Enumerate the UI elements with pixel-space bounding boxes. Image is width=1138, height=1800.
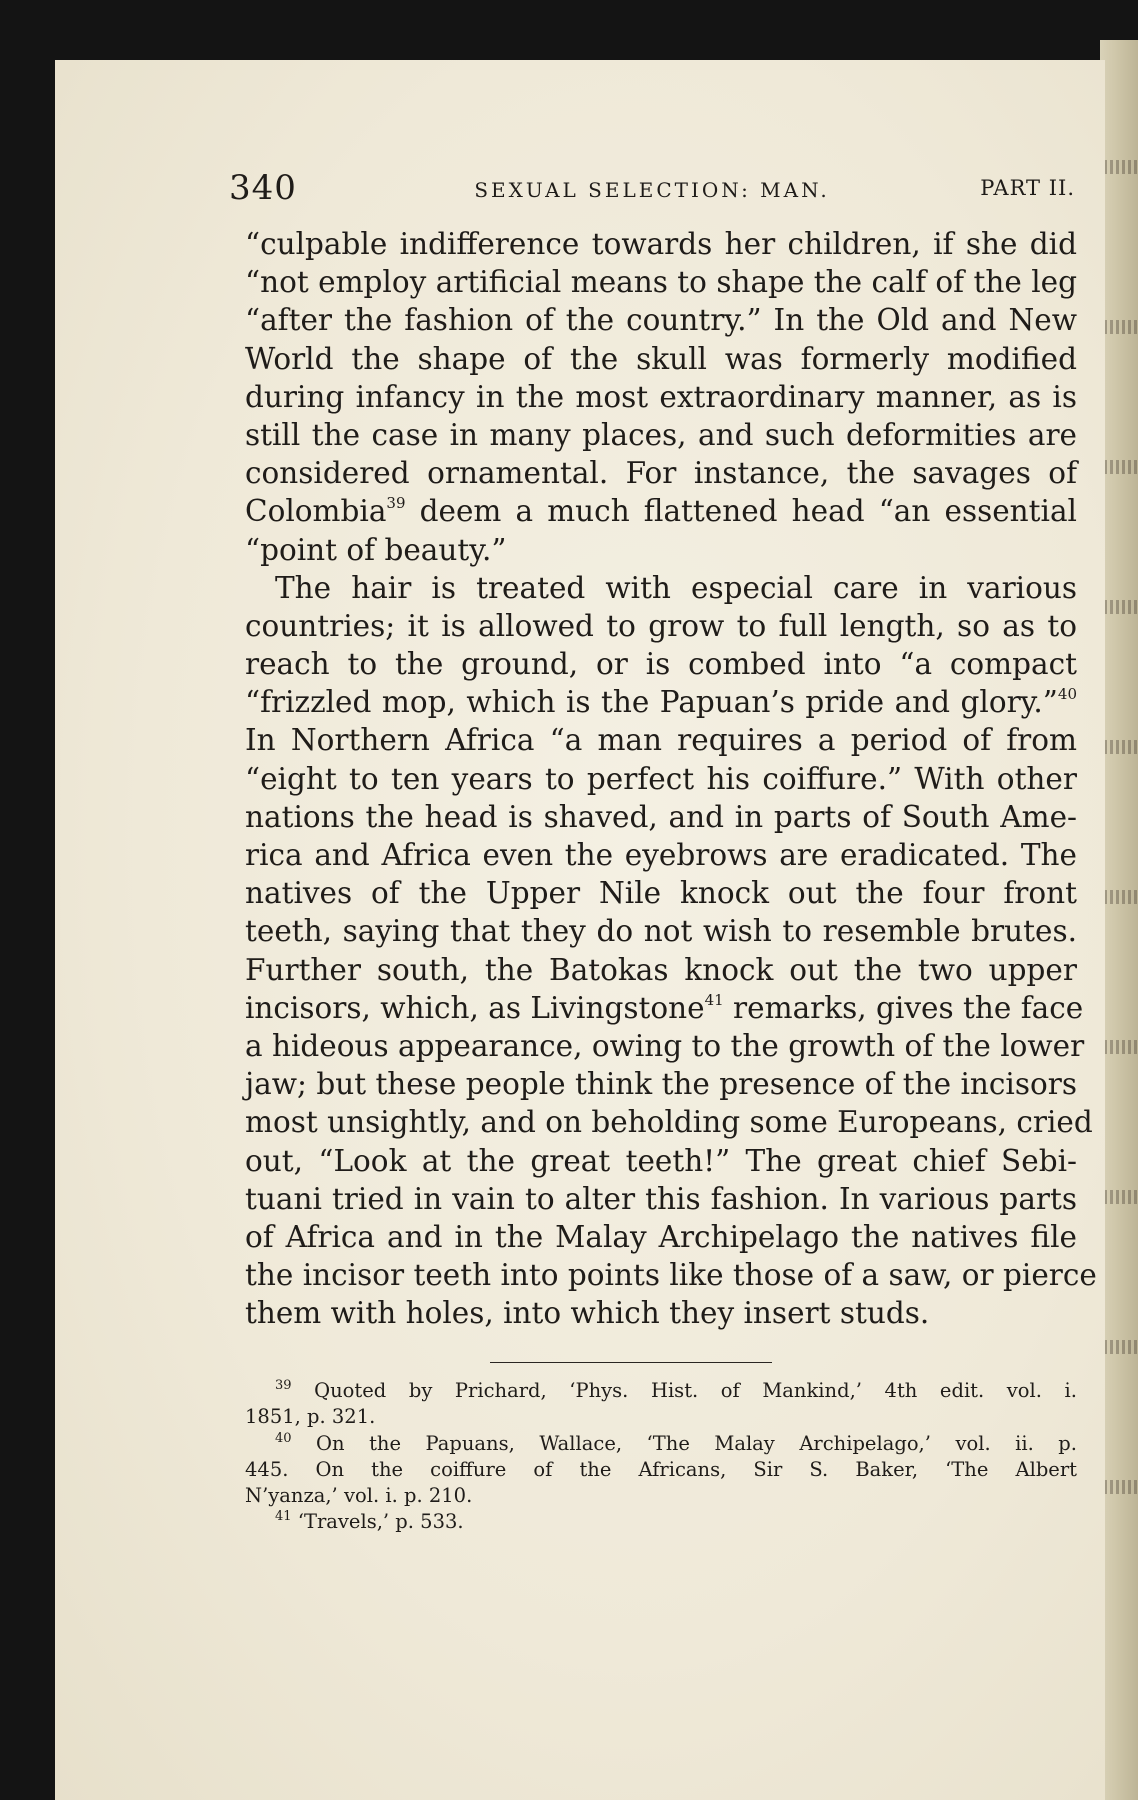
footnote-text: Quoted by Prichard, ‘Phys. Hist. of Mankind,’ 4th edit. vol. i. (291, 1379, 1077, 1402)
text-line (245, 1256, 1097, 1294)
footnote-rule (490, 1362, 772, 1363)
body-text (245, 225, 1097, 1332)
line-text: “after the fashion of the country.” In the Old and New (245, 303, 1077, 338)
text-line (245, 225, 1077, 263)
line-text: Colombia (245, 494, 387, 529)
line-text: of Africa and in the Malay Archipelago the natives file (245, 1219, 1077, 1254)
part-label: PART II. (980, 176, 1075, 200)
footnote-line (245, 1431, 1077, 1457)
line-text: “eight to ten years to perfect his coiffure.” With other (245, 761, 1077, 796)
text-line (245, 340, 1077, 378)
text-line (245, 1142, 1077, 1180)
text-line (245, 492, 1077, 530)
line-text: jaw; but these people think the presence of the incisors (245, 1067, 1077, 1102)
page-number: 340 (229, 168, 297, 208)
footnote-number: 41 (275, 1509, 292, 1525)
text-line (245, 989, 1084, 1027)
text-line (245, 798, 1077, 836)
line-text: The hair is treated with especial care in various (275, 570, 1077, 605)
line-text: natives of the Upper Nile knock out the four front (245, 876, 1077, 911)
text-line (245, 1294, 1077, 1332)
line-text: “not employ artificial means to shape the calf of the leg (245, 265, 1077, 300)
line-text: the incisor teeth into points like those of a saw, or pierce (245, 1258, 1097, 1293)
running-title: SEXUAL SELECTION: MAN. (474, 178, 830, 202)
line-text: tuani tried in vain to alter this fashion. In various parts (245, 1181, 1077, 1216)
footnote-line (245, 1378, 1077, 1404)
line-text: countries; it is allowed to grow to full length, so as to (245, 608, 1077, 643)
line-text: most unsightly, and on beholding some Europeans, cried (245, 1105, 1093, 1140)
text-line (245, 1103, 1093, 1141)
text-line (245, 683, 1077, 721)
line-text: rica and Africa even the eyebrows are eradicated. The (245, 838, 1077, 872)
footnote-number: 39 (275, 1378, 292, 1393)
footnote-line (245, 1483, 1077, 1509)
ghost-text (1104, 160, 1138, 174)
book-page (55, 60, 1105, 1800)
footnote-number: 40 (275, 1430, 292, 1446)
line-text: remarks, gives the face (723, 990, 1084, 1025)
text-line (245, 760, 1077, 798)
text-line (245, 951, 1077, 989)
text-line (245, 1180, 1077, 1218)
line-text: incisors, which, as Livingstone (245, 990, 705, 1025)
text-line (245, 454, 1077, 492)
ghost-text (1104, 740, 1138, 754)
text-line (245, 1027, 1085, 1065)
footnote-ref: 39 (386, 494, 406, 513)
line-text: “point of beauty.” (245, 532, 507, 567)
footnote-text: ‘Travels,’ p. 533. (291, 1510, 464, 1534)
text-line (245, 416, 1077, 454)
line-text: a hideous appearance, owing to the growth of the lower (245, 1028, 1085, 1063)
line-text: during infancy in the most extraordinary manner, as is (245, 379, 1077, 414)
line-text: them with holes, into which they insert studs. (245, 1296, 930, 1331)
adjacent-page-edge (1100, 40, 1138, 1800)
line-text: deem a much flattened head “an essential (405, 494, 1077, 529)
footnote-line (245, 1457, 1077, 1483)
line-text: reach to the ground, or is combed into “a compact (245, 647, 1077, 682)
ghost-text (1104, 320, 1138, 334)
footnote-line (245, 1404, 1077, 1430)
footnotes (245, 1378, 1077, 1536)
text-line (245, 874, 1077, 912)
line-text: considered ornamental. For instance, the savages of (245, 456, 1077, 491)
text-line (245, 645, 1077, 683)
text-line (245, 836, 1077, 874)
footnote-text: 445. On the coiffure of the Africans, Sir S. Baker, ‘The Albert (245, 1457, 1077, 1481)
ghost-text (1104, 460, 1138, 474)
line-text: Further south, the Batokas knock out the two upper (245, 952, 1077, 987)
ghost-text (1104, 1040, 1138, 1054)
text-line (245, 912, 1077, 950)
text-line (245, 1065, 1077, 1103)
line-text: World the shape of the skull was formerly modified (245, 341, 1077, 376)
line-text: still the case in many places, and such deformities are (245, 417, 1077, 452)
line-text: “frizzled mop, which is the Papuan’s pride and glory.” (245, 685, 1058, 720)
footnote-text: N’yanza,’ vol. i. p. 210. (245, 1484, 473, 1508)
ghost-text (1104, 1340, 1138, 1354)
text-line (245, 1218, 1077, 1256)
line-text: nations the head is shaved, and in parts of South Ame- (245, 799, 1077, 834)
running-header (229, 168, 1075, 218)
ghost-text (1104, 600, 1138, 614)
line-text: In Northern Africa “a man requires a period of from (245, 723, 1077, 758)
text-line (245, 301, 1077, 339)
footnote-ref: 41 (704, 990, 724, 1009)
line-text: “culpable indifference towards her children, if she did (245, 227, 1077, 261)
text-line (245, 721, 1077, 759)
line-text: teeth, saying that they do not wish to resemble brutes. (245, 914, 1077, 949)
footnote-ref: 40 (1057, 685, 1077, 704)
footnote-line (245, 1509, 1077, 1535)
ghost-text (1104, 1190, 1138, 1204)
footnote-text: On the Papuans, Wallace, ‘The Malay Archipelago,’ vol. ii. p. (291, 1431, 1077, 1455)
text-line (245, 263, 1077, 301)
text-line (245, 607, 1077, 645)
ghost-text (1104, 1480, 1138, 1494)
text-line (245, 378, 1077, 416)
footnote-text: 1851, p. 321. (245, 1405, 376, 1429)
line-text: out, “Look at the great teeth!” The great chief Sebi- (245, 1143, 1077, 1178)
text-line (245, 569, 1077, 607)
text-line (245, 531, 1077, 569)
ghost-text (1104, 890, 1138, 904)
